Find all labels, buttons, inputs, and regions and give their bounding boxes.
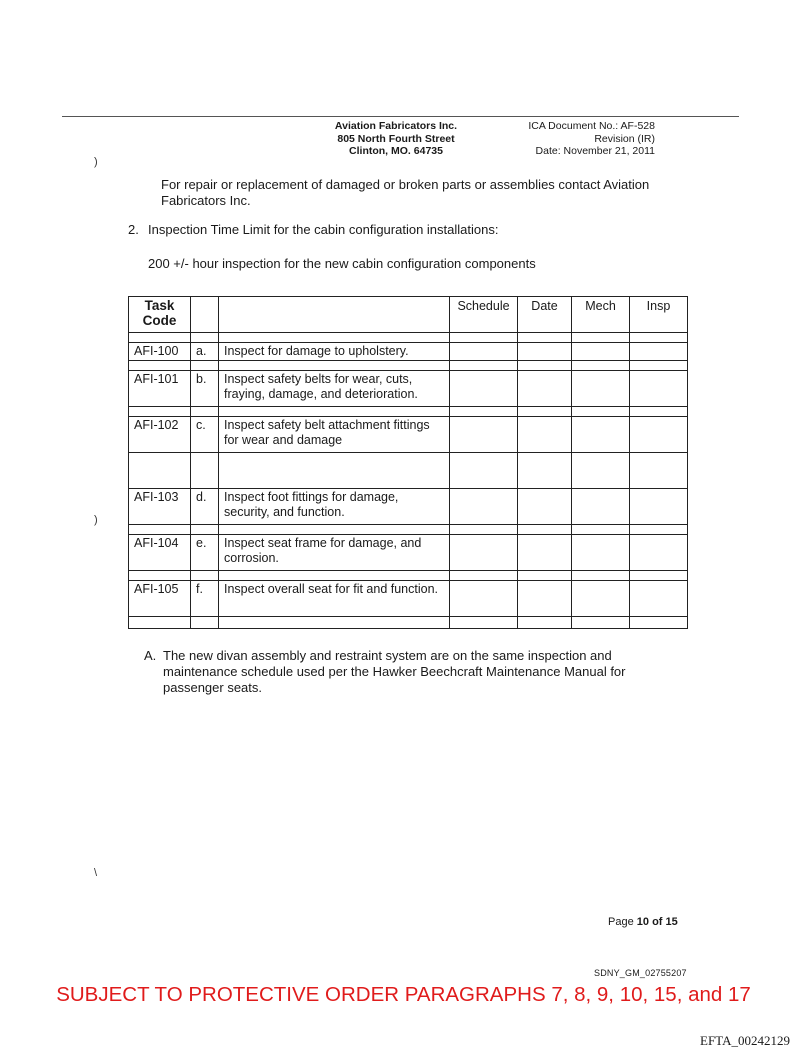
page-number: Page 10 of 15 bbox=[608, 916, 678, 928]
task-code: AFI-105 bbox=[129, 581, 191, 617]
task-description: Inspect safety belts for wear, cuts, fraying, damage, and deterioration. bbox=[219, 371, 450, 407]
task-code: AFI-104 bbox=[129, 535, 191, 571]
task-code: AFI-102 bbox=[129, 417, 191, 453]
spacer-row bbox=[129, 407, 688, 417]
task-letter: b. bbox=[191, 371, 219, 407]
note-a-letter: A. bbox=[144, 648, 157, 663]
task-description: Inspect foot fittings for damage, security, and function. bbox=[219, 489, 450, 525]
spacer-row bbox=[129, 571, 688, 581]
item-2-text: Inspection Time Limit for the cabin configuration installations: bbox=[148, 222, 499, 237]
table-row bbox=[129, 489, 688, 525]
protective-order-notice: SUBJECT TO PROTECTIVE ORDER PARAGRAPHS 7, 8, 9, 10, 15, and 17 bbox=[56, 983, 751, 1006]
margin-mark: ) bbox=[94, 514, 98, 526]
document-info bbox=[497, 120, 655, 158]
header-date: Date bbox=[518, 297, 572, 333]
spacer-row bbox=[129, 525, 688, 535]
page-current: 10 bbox=[636, 916, 650, 928]
margin-mark: ) bbox=[94, 156, 98, 168]
table-row bbox=[129, 417, 688, 453]
spacer-row bbox=[129, 453, 688, 489]
spacer-row bbox=[129, 333, 688, 343]
note-a-text: The new divan assembly and restraint system are on the same inspection and maintenance schedule used per the Hawker Beechcraft Maintenance Manual for passenger seats. bbox=[163, 648, 626, 695]
task-code: AFI-103 bbox=[129, 489, 191, 525]
document-number: ICA Document No.: AF-528 bbox=[528, 120, 655, 132]
efta-identifier: EFTA_00242129 bbox=[700, 1033, 790, 1048]
table-header-row bbox=[129, 297, 688, 333]
task-description: Inspect overall seat for fit and function. bbox=[219, 581, 450, 617]
header-schedule: Schedule bbox=[450, 297, 518, 333]
task-description: Inspect for damage to upholstery. bbox=[219, 343, 450, 361]
header-rule bbox=[62, 116, 739, 117]
document-revision: Revision (IR) bbox=[594, 132, 655, 145]
task-letter: e. bbox=[191, 535, 219, 571]
page-total: 15 bbox=[665, 916, 678, 928]
company-street: 805 North Fourth Street bbox=[337, 132, 455, 145]
task-code: AFI-101 bbox=[129, 371, 191, 407]
header-task-code: Task Code bbox=[129, 297, 191, 333]
company-name: Aviation Fabricators Inc. bbox=[334, 120, 458, 132]
table-row bbox=[129, 343, 688, 361]
task-letter: c. bbox=[191, 417, 219, 453]
table-row bbox=[129, 371, 688, 407]
company-city: Clinton, MO. 64735 bbox=[349, 145, 443, 157]
task-description: Inspect safety belt attachment fittings for wear and damage bbox=[219, 417, 450, 453]
table-row bbox=[129, 535, 688, 571]
intro-paragraph: For repair or replacement of damaged or broken parts or assemblies contact Aviation Fabricators Inc. bbox=[161, 177, 650, 208]
margin-mark: \ bbox=[94, 867, 98, 879]
bates-number: SDNY_GM_02755207 bbox=[594, 968, 687, 978]
item-2-number: 2. bbox=[128, 222, 139, 237]
task-description: Inspect seat frame for damage, and corrosion. bbox=[219, 535, 450, 571]
table-row bbox=[129, 581, 688, 617]
inspection-task-table bbox=[128, 296, 688, 629]
task-letter: f. bbox=[191, 581, 219, 617]
spacer-row bbox=[129, 617, 688, 629]
header-mech: Mech bbox=[572, 297, 630, 333]
company-address bbox=[318, 120, 474, 158]
task-letter: d. bbox=[191, 489, 219, 525]
header-insp: Insp bbox=[630, 297, 688, 333]
document-date: Date: November 21, 2011 bbox=[535, 145, 655, 157]
task-code: AFI-100 bbox=[129, 343, 191, 361]
inspection-interval-text: 200 +/- hour inspection for the new cabin configuration components bbox=[148, 256, 536, 271]
task-letter: a. bbox=[191, 343, 219, 361]
spacer-row bbox=[129, 361, 688, 371]
